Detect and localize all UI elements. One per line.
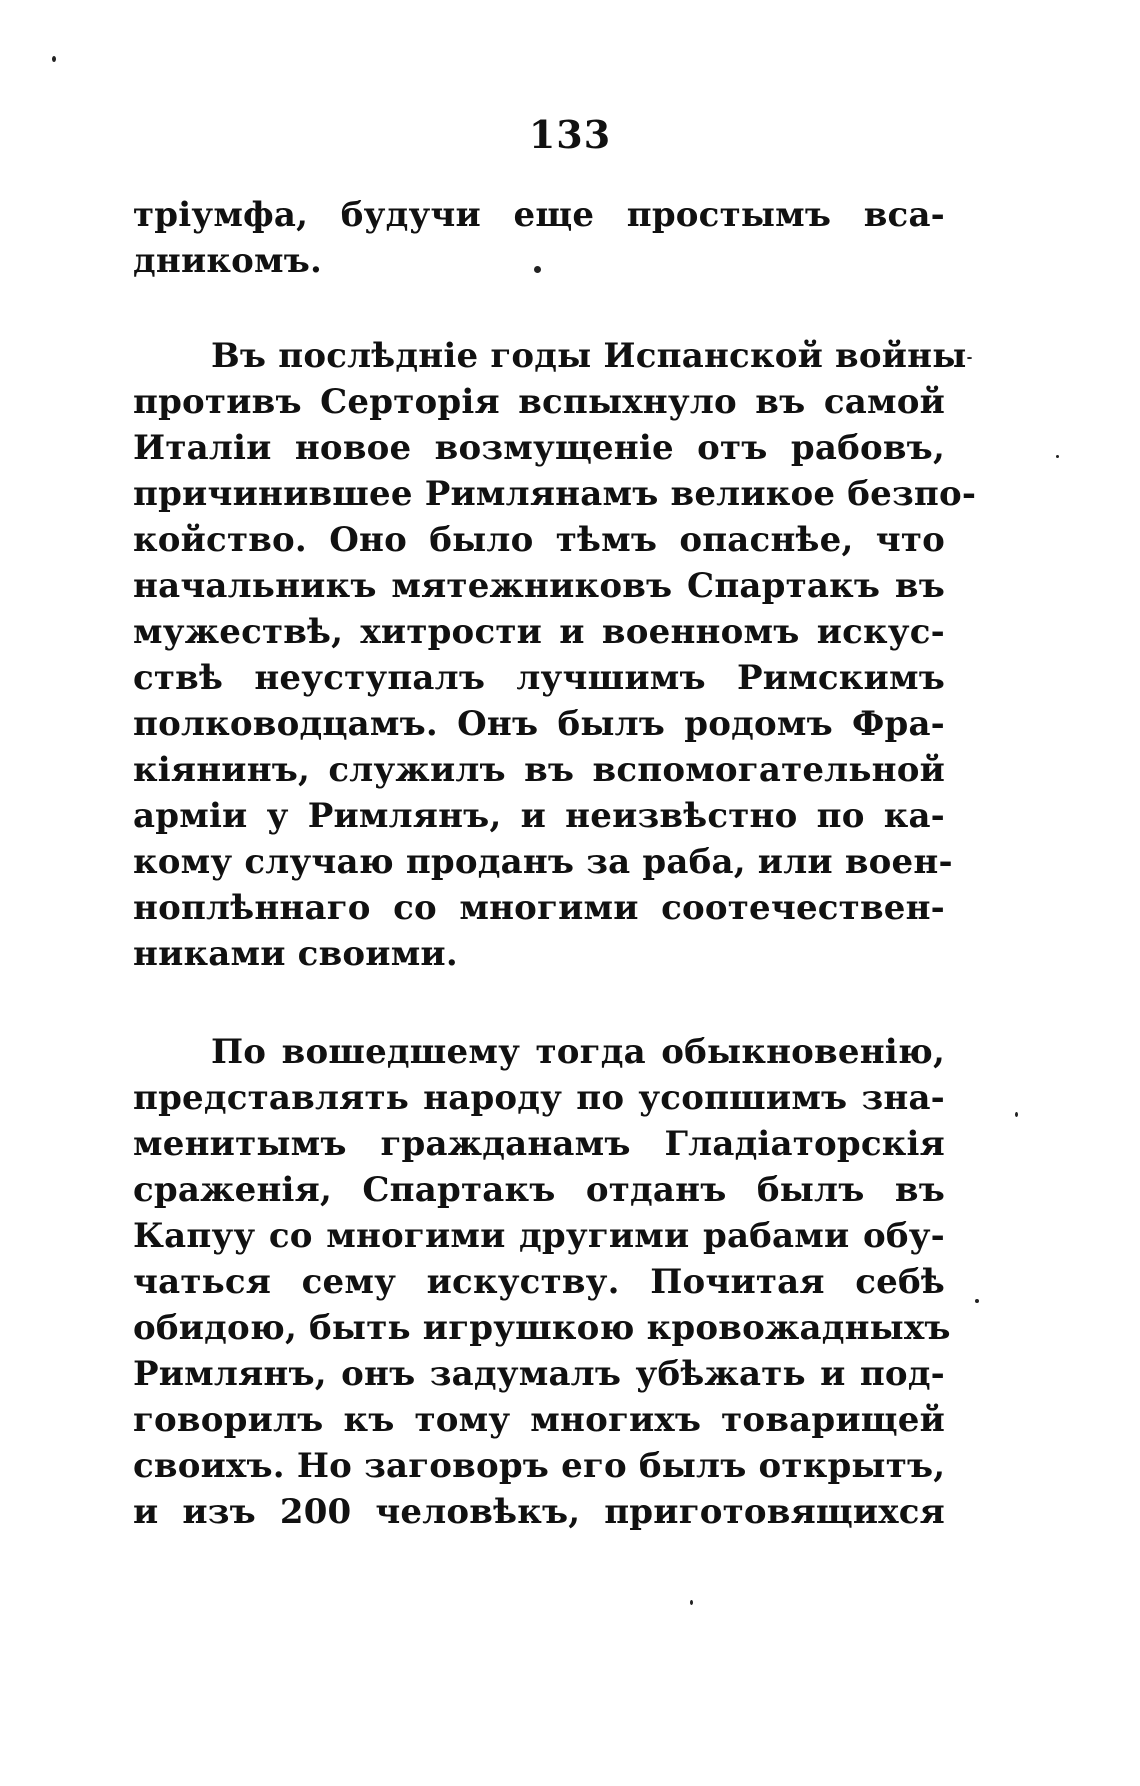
text-line: и изъ 200 человѣкъ, приготовящихся [133,1492,945,1532]
text-line: чаться сему искуству. Почитая себѣ [133,1262,945,1302]
text-line: койство. Оно было тѣмъ опаснѣе, что [133,520,945,560]
text-line: дникомъ. [133,241,323,281]
text-line: представлять народу по усопшимъ зна- [133,1078,945,1118]
scan-speck [967,357,972,359]
text-line: По вошедшему тогда обыкновенію, [211,1032,945,1072]
text-line: говорилъ къ тому многихъ товарищей [133,1400,945,1440]
text-line: своихъ. Но заговоръ его былъ открытъ, [133,1446,946,1486]
scan-speck [534,266,541,273]
text-line: ноплѣннаго со многими соотечествен- [133,888,945,928]
text-line: Италіи новое возмущеніе отъ рабовъ, [133,428,945,468]
text-line: мужествѣ, хитрости и военномъ искус- [133,612,945,652]
scan-speck [975,1299,979,1303]
text-line: сраженія, Спартакъ отданъ былъ въ [133,1170,945,1210]
text-line: обидою, быть игрушкою кровожадныхъ [133,1308,951,1348]
scan-speck [690,1600,693,1605]
text-line: Въ послѣдніе годы Испанской войны [211,336,967,376]
text-line: кіянинъ, служилъ въ вспомогательной [133,750,945,790]
text-line: ствѣ неуступалъ лучшимъ Римскимъ [133,658,945,698]
text-line: Римлянъ, онъ задумалъ убѣжать и под- [133,1354,945,1394]
text-line: противъ Серторія вспыхнуло въ самой [133,382,945,422]
paragraph-2 [133,333,977,977]
text-line: полководцамъ. Онъ былъ родомъ Фра- [133,704,945,744]
scan-speck [1056,455,1059,458]
text-line: никами своими. [133,934,458,974]
text-line: Капуу со многими другими рабами обу- [133,1216,945,1256]
paragraph-3 [133,1029,951,1535]
text-line: арміи у Римлянъ, и неизвѣстно по ка- [133,796,945,836]
page-number: 133 [528,112,612,157]
text-line: начальникъ мятежниковъ Спартакъ въ [133,566,945,606]
text-line: кому случаю проданъ за раба, или воен- [133,842,953,882]
text-line: причинившее Римлянамъ великое безпо- [133,474,977,514]
scan-speck [52,56,56,62]
text-line: менитымъ гражданамъ Гладіаторскія [133,1124,945,1164]
scan-speck [1015,1112,1018,1117]
text-line: тріумфа, будучи еще простымъ вса- [133,195,945,235]
